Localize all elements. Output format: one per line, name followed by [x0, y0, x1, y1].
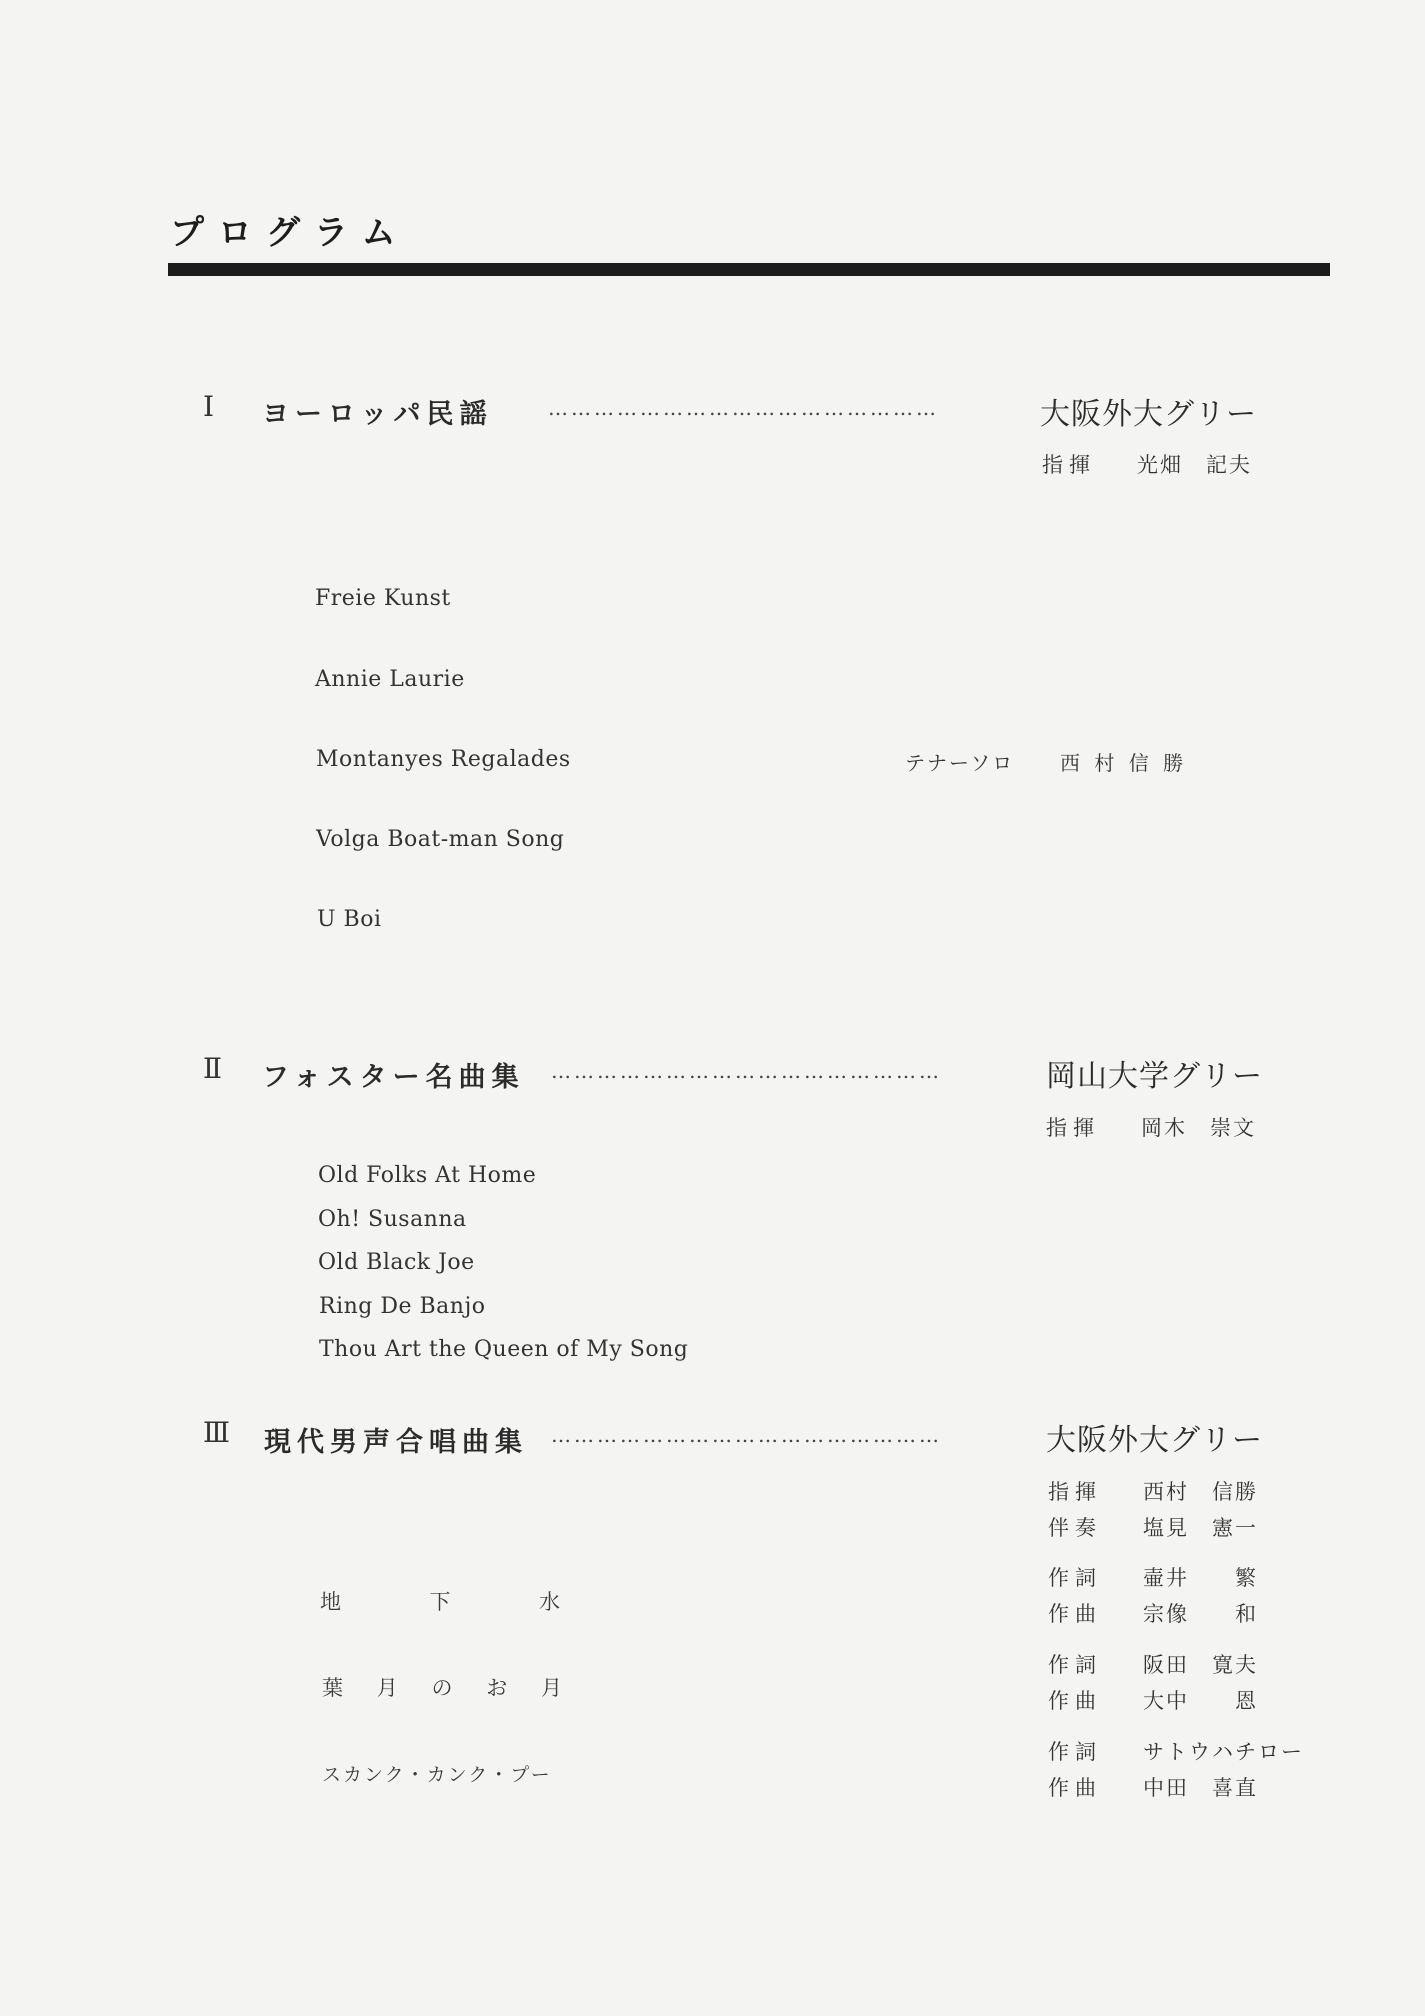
section-1-title: ヨーロッパ民謡: [262, 399, 493, 430]
song-hazuki-lyricist: [1048, 1649, 1258, 1679]
section-3-leader: ……………………………………………: [551, 1423, 942, 1447]
song-montanyes-regalades: Montanyes Regalades: [316, 747, 571, 772]
song-annie-laurie: Annie Laurie: [315, 667, 465, 692]
credit-name: 中田 喜直: [1143, 1776, 1258, 1800]
song-skunk-lyricist: [1048, 1736, 1304, 1766]
credit-name: 塩見 憲一: [1143, 1516, 1258, 1540]
section-2-performer: 岡山大学グリー: [1046, 1059, 1263, 1094]
song-char: 葉: [322, 1676, 343, 1700]
song-old-black-joe: Old Black Joe: [318, 1250, 475, 1275]
song-skunk-kunk-poo: スカンク・カンク・プー: [322, 1764, 552, 1786]
song-freie-kunst: Freie Kunst: [315, 586, 451, 611]
credit-role: 指揮: [1048, 1480, 1102, 1504]
section-3-conductor: [1048, 1476, 1258, 1506]
credit-role: 作詞: [1048, 1740, 1102, 1764]
soloist-name: 西 村 信 勝: [1060, 751, 1188, 775]
song-ring-de-banjo: Ring De Banjo: [319, 1294, 486, 1319]
credit-role: 作曲: [1048, 1776, 1102, 1800]
section-1-conductor: [1042, 449, 1252, 479]
song-char: 地: [320, 1590, 341, 1614]
credit-role: 伴奏: [1048, 1516, 1102, 1540]
credit-role: 作曲: [1048, 1689, 1102, 1713]
song-hazuki-no-otsuki: [322, 1672, 562, 1702]
song-char: 月: [541, 1676, 562, 1700]
section-2-leader: ……………………………………………: [551, 1059, 942, 1083]
section-1-leader: ……………………………………………: [548, 396, 939, 420]
song-u-boi: U Boi: [317, 907, 382, 932]
credit-role: 作曲: [1048, 1602, 1102, 1626]
song-volga-boatman: Volga Boat-man Song: [316, 827, 565, 852]
section-1-number: Ⅰ: [203, 390, 215, 423]
song-oh-susanna: Oh! Susanna: [318, 1207, 467, 1232]
credit-role: 作詞: [1048, 1653, 1102, 1677]
credit-name: 阪田 寛夫: [1143, 1653, 1258, 1677]
section-1-performer: 大阪外大グリー: [1040, 397, 1257, 432]
section-2-number: Ⅱ: [203, 1052, 223, 1085]
song-thou-art-the-queen: Thou Art the Queen of My Song: [319, 1337, 689, 1362]
credit-name: 光畑 記夫: [1137, 453, 1252, 477]
song-skunk-composer: [1048, 1772, 1258, 1802]
credit-role: 指揮: [1042, 453, 1096, 477]
song-chikasui-lyricist: [1048, 1562, 1258, 1592]
song-old-folks-at-home: Old Folks At Home: [318, 1163, 537, 1188]
section-3-number: Ⅲ: [203, 1416, 231, 1449]
song-char: の: [431, 1676, 453, 1700]
soloist-label: テナーソロ: [905, 751, 1015, 775]
section-3-performer: 大阪外大グリー: [1046, 1423, 1263, 1458]
credit-name: 宗像 和: [1143, 1602, 1258, 1626]
credit-name: 大中 恩: [1143, 1689, 1258, 1713]
credit-name: サトウハチロー: [1143, 1740, 1304, 1764]
song-char: 下: [429, 1590, 451, 1614]
credit-role: 指揮: [1046, 1116, 1100, 1140]
section-2-title: フォスター名曲集: [262, 1062, 525, 1093]
credit-name: 西村 信勝: [1143, 1480, 1258, 1504]
section-3-accompanist: [1048, 1512, 1258, 1542]
song-char: 水: [539, 1590, 560, 1614]
credit-role: 作詞: [1048, 1566, 1102, 1590]
section-2-conductor: [1046, 1112, 1256, 1142]
song-hazuki-composer: [1048, 1685, 1258, 1715]
section-3-title: 現代男声合唱曲集: [264, 1427, 528, 1458]
song-chikasui-composer: [1048, 1598, 1258, 1628]
song-char: 月: [376, 1676, 398, 1700]
credit-name: 岡木 崇文: [1141, 1116, 1256, 1140]
page-title: プログラム: [170, 213, 410, 253]
title-rule: [168, 263, 1330, 276]
credit-name: 壷井 繁: [1143, 1566, 1258, 1590]
song-chikasui: [320, 1586, 560, 1616]
song-char: お: [486, 1676, 508, 1700]
